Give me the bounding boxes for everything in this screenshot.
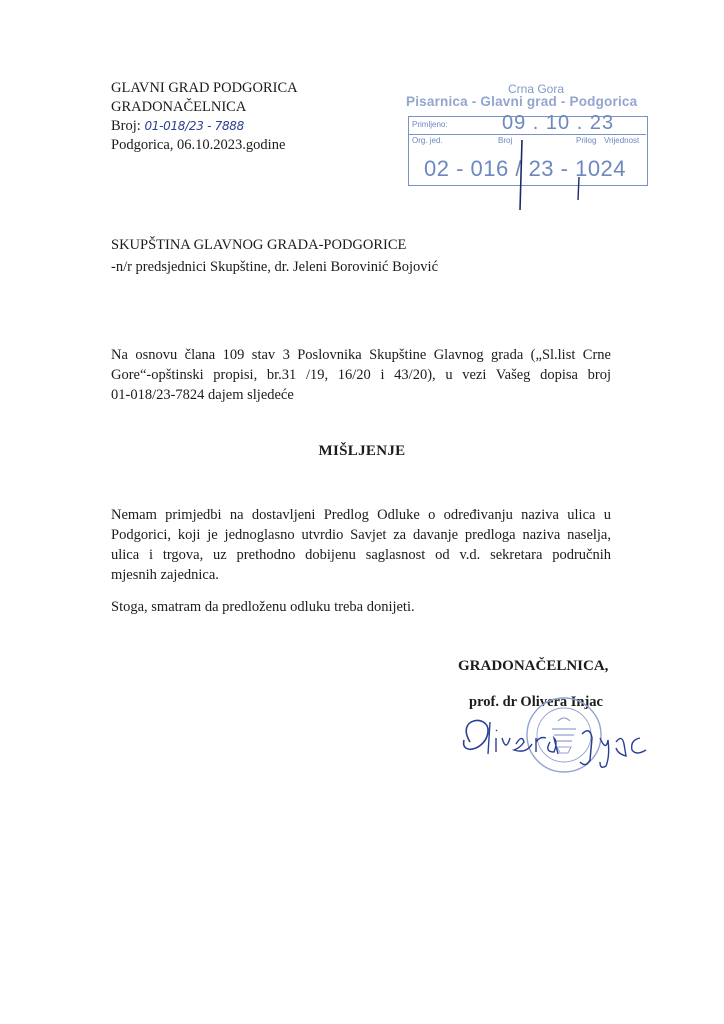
conclusion-line: Stoga, smatram da predloženu odluku treba donijeti.: [111, 599, 415, 615]
stamp-country: Crna Gora: [508, 82, 565, 96]
sender-city: GLAVNI GRAD PODGORICA: [111, 80, 298, 96]
opinion-line: ulica i trgova, uz prethodno dobijenu saglasnost od v.d. sekretara područnih: [111, 547, 611, 563]
intro-line: Na osnovu člana 109 stav 3 Poslovnika Skupštine Glavnog grada („Sl.list Crne: [111, 347, 611, 363]
opinion-paragraph: [111, 505, 611, 585]
intro-line: 01-018/23-7824 dajem sljedeće: [111, 387, 294, 403]
stamp-org-label: Org. jed.: [412, 136, 443, 145]
reference-label: Broj:: [111, 118, 141, 134]
stamp-value-label: Vrijednost: [604, 136, 640, 145]
signatory-name: prof. dr Olivera Injac: [469, 694, 603, 710]
stamp-pen-strokes: [398, 82, 650, 212]
sender-office: GRADONAČELNICA: [111, 99, 247, 115]
stamp-number-label: Broj: [498, 136, 513, 145]
stamp-received-label: Primljeno:: [412, 120, 448, 129]
signatory-title: GRADONAČELNICA,: [458, 658, 609, 674]
registry-stamp: [398, 82, 650, 186]
stamp-registry-number: 02 - 016 / 23 - 1024: [424, 156, 627, 181]
intro-paragraph: [111, 345, 611, 405]
document-title: MIŠLJENJE: [318, 443, 406, 459]
opinion-line: mjesnih zajednica.: [111, 567, 219, 583]
recipient-attention: -n/r predsjednici Skupštine, dr. Jeleni Borovinić Bojović: [111, 259, 439, 275]
place-date: Podgorica, 06.10.2023.godine: [111, 137, 286, 153]
handwritten-signature: [450, 712, 670, 772]
stamp-office: Pisarnica - Glavni grad - Podgorica: [406, 94, 638, 109]
intro-line: Gore“-opštinski propisi, br.31 /19, 16/20 i 43/20), u vezi Vašeg dopisa broj: [111, 367, 611, 383]
stamp-received-date: 09 . 10 . 23: [502, 112, 615, 134]
opinion-line: Podgorici, koji je jednoglasno utvrdio Savjet za davanje predloga naziva naselja,: [111, 527, 611, 543]
stamp-attachment-label: Prilog: [576, 136, 597, 145]
opinion-line: Nemam primjedbi na dostavljeni Predlog Odluke o određivanju naziva ulica u: [111, 507, 611, 523]
recipient-block: [111, 236, 438, 277]
sender-header: [111, 79, 298, 155]
recipient-institution: SKUPŠTINA GLAVNOG GRADA-PODGORICE: [111, 237, 407, 253]
conclusion-paragraph: [111, 597, 611, 617]
reference-number: [111, 117, 298, 136]
reference-value: 01-018/23 - 7888: [144, 119, 244, 133]
